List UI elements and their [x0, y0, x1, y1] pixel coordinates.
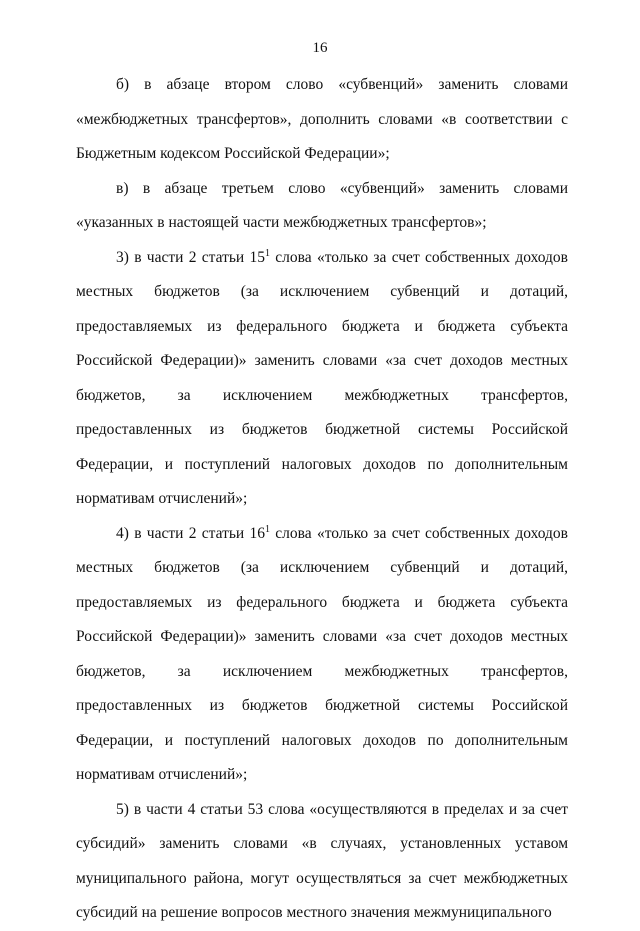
paragraph-v: в) в абзаце третьем слово «субвенций» заменить словами «указанных в настоящей части межбюджетных трансфертов»;	[76, 179, 568, 231]
paragraph-3-rest: слова «только за счет собственных доходов местных бюджетов (за исключением субвенций и дотаций, предоставляемых из федерального бюджета и бюджета субъекта Российской Федерации)» заменить словами «за счет доходов местных бюджетов, за исключением межбюджетных трансфертов, предоставленных из бюджетов бюджетной системы Российской Федерации, и поступлений налоговых доходов по дополнительным нормативам отчислений»;	[76, 248, 568, 507]
paragraph-3-start: 3) в части 2 статьи 15	[116, 248, 266, 266]
document-body	[76, 68, 568, 931]
page-number: 16	[312, 40, 328, 56]
paragraph-3	[76, 241, 568, 517]
paragraph-4-rest: слова «только за счет собственных доходов местных бюджетов (за исключением субвенций и дотаций, предоставляемых из федерального бюджета и бюджета субъекта Российской Федерации)» заменить словами «за счет доходов местных бюджетов, за исключением межбюджетных трансфертов, предоставленных из бюджетов бюджетной системы Российской Федерации, и поступлений налоговых доходов по дополнительным нормативам отчислений»;	[76, 524, 568, 783]
paragraph-4	[76, 517, 568, 793]
paragraph-5: 5) в части 4 статьи 53 слова «осуществляются в пределах и за счет субсидий» заменить словами «в случаях, установленных уставом муниципального района, могут осуществляться за счет межбюджетных субсидий на решение вопросов местного значения межмуниципального	[76, 800, 568, 921]
paragraph-4-start: 4) в части 2 статьи 16	[116, 524, 266, 542]
paragraph-4-superscript: 1	[265, 523, 271, 535]
paragraph-b: б) в абзаце втором слово «субвенций» заменить словами «межбюджетных трансфертов», дополнить словами «в соответствии с Бюджетным кодексом Российской Федерации»;	[76, 76, 568, 162]
paragraph-3-superscript: 1	[265, 247, 271, 259]
